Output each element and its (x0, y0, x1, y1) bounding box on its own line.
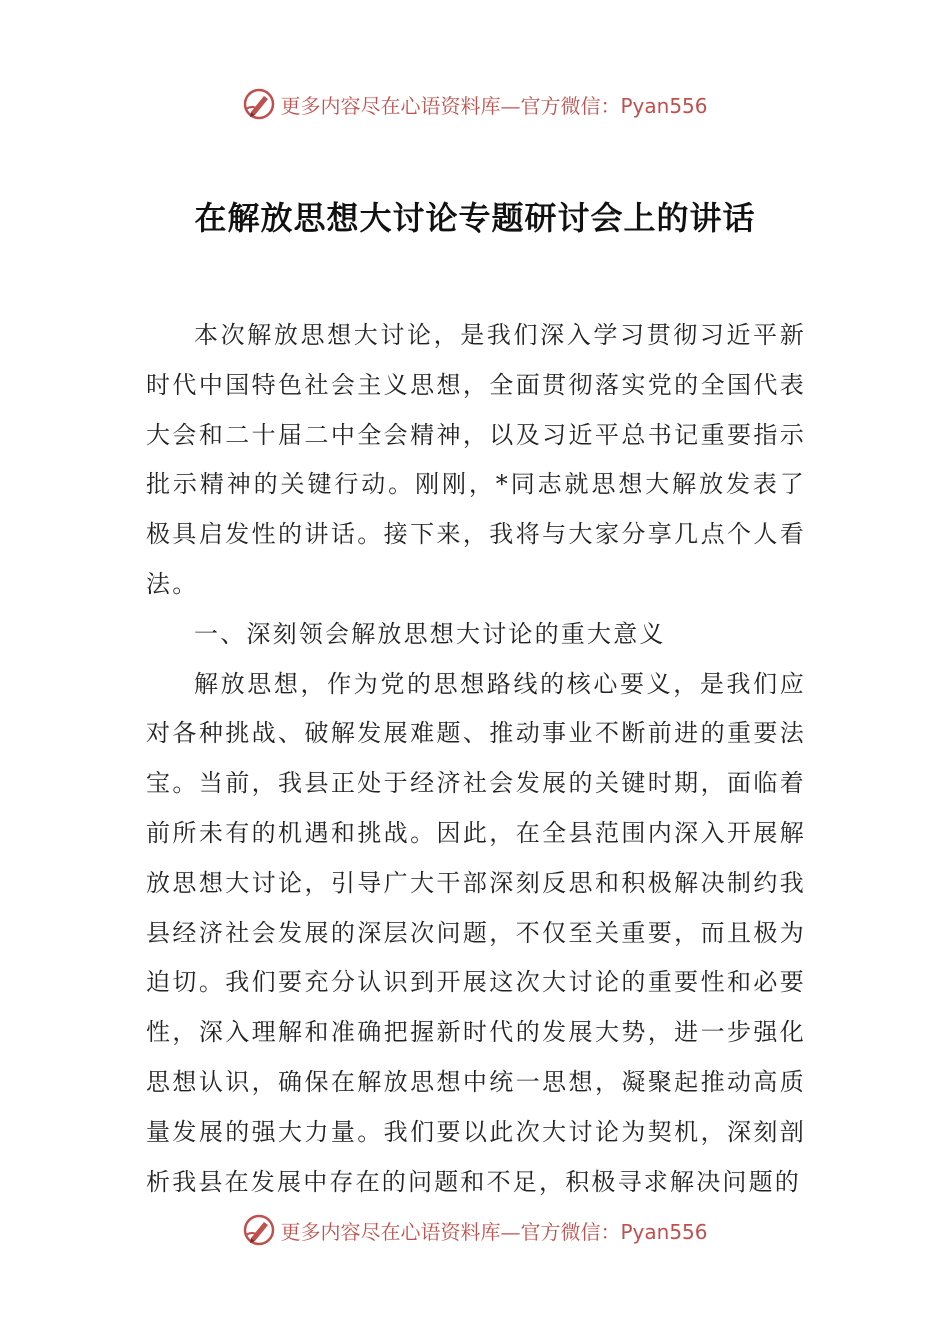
section-heading: 一、深刻领会解放思想大讨论的重大意义 (194, 619, 666, 648)
pen-logo-icon (242, 1213, 276, 1247)
watermark-text: 更多内容尽在心语资料库—官方微信：Pyan556 (280, 1219, 708, 1244)
document-body (146, 311, 806, 1207)
paragraph-significance: 解放思想，作为党的思想路线的核心要义，是我们应对各种挑战、破解发展难题、推动事业不断前进的重要法宝。当前，我县正处于经济社会发展的关键时期，面临着前所未有的机遇和挑战。因此，在全县范围内深入开展解放思想大讨论，引导广大干部深刻反思和积极解决制约我县经济社会发展的深层次问题，不仅至关重要，而且极为迫切。我们要充分认识到开展这次大讨论的重要性和必要性，深入理解和准确把握新时代的发展大势，进一步强化思想认识，确保在解放思想中统一思想，凝聚起推动高质量发展的强大力量。我们要以此次大讨论为契机，深刻剖析我县在发展中存在的问题和不足，积极寻求解决问题的 (146, 669, 806, 1196)
paragraph-intro: 本次解放思想大讨论，是我们深入学习贯彻习近平新时代中国特色社会主义思想，全面贯彻落实党的全国代表大会和二十届二中全会精神，以及习近平总书记重要指示批示精神的关键行动。刚刚，*同志就思想大解放发表了极具启发性的讲话。接下来，我将与大家分享几点个人看法。 (146, 321, 806, 598)
pen-logo-icon (242, 87, 276, 121)
footer-watermark (0, 1210, 950, 1250)
header-watermark (0, 84, 950, 124)
watermark-text: 更多内容尽在心语资料库—官方微信：Pyan556 (280, 93, 708, 118)
document-title: 在解放思想大讨论专题研讨会上的讲话 (194, 199, 756, 238)
